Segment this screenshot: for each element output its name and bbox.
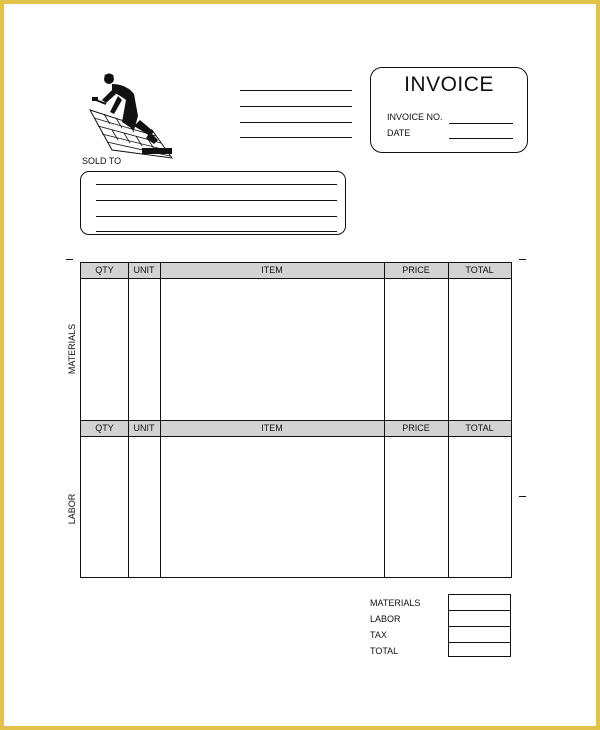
totals-materials-field[interactable] [449, 595, 510, 611]
sold-to-label: SOLD TO [82, 156, 122, 166]
column-header-price: PRICE [402, 265, 430, 275]
labor-section-label: LABOR [67, 493, 77, 525]
totals-total-field[interactable] [449, 643, 510, 658]
column-header-price: PRICE [402, 423, 430, 433]
header-line-3[interactable] [240, 122, 352, 123]
header-line-1[interactable] [240, 90, 352, 91]
column-header-qty: QTY [95, 265, 114, 275]
column-header-qty: QTY [95, 423, 114, 433]
column-divider [384, 263, 385, 577]
column-header-total: TOTAL [465, 265, 494, 275]
invoice-box [370, 67, 528, 153]
margin-tick [519, 259, 526, 260]
date-label: DATE [387, 128, 411, 138]
column-header-total: TOTAL [465, 423, 494, 433]
materials-header-row [81, 263, 511, 279]
sold-to-line-3[interactable] [96, 216, 337, 217]
margin-tick [66, 259, 73, 260]
date-field[interactable] [449, 138, 513, 139]
header-line-2[interactable] [240, 106, 352, 107]
column-header-unit: UNIT [133, 265, 155, 275]
totals-label-materials: MATERIALS [370, 598, 421, 608]
totals-label-total: TOTAL [370, 646, 399, 656]
column-divider [160, 263, 161, 577]
invoice-title: INVOICE [404, 73, 494, 96]
roofer-illustration-icon [82, 70, 176, 162]
header-line-4[interactable] [240, 137, 352, 138]
column-header-item: ITEM [261, 265, 283, 275]
totals-box [448, 594, 511, 657]
totals-labor-field[interactable] [449, 611, 510, 627]
column-divider [128, 263, 129, 577]
invoice-no-field[interactable] [449, 123, 513, 124]
totals-label-tax: TAX [370, 630, 387, 640]
materials-section-label: MATERIALS [67, 323, 77, 375]
column-divider [448, 263, 449, 577]
invoice-no-label: INVOICE NO. [387, 112, 443, 122]
labor-header-row [81, 420, 511, 437]
totals-label-labor: LABOR [370, 614, 401, 624]
sold-to-box [80, 171, 346, 235]
invoice-page [4, 4, 596, 726]
totals-tax-field[interactable] [449, 627, 510, 643]
sold-to-line-4[interactable] [96, 231, 337, 232]
line-items-table [80, 262, 512, 578]
sold-to-line-1[interactable] [96, 184, 337, 185]
column-header-unit: UNIT [133, 423, 155, 433]
column-header-item: ITEM [261, 423, 283, 433]
margin-tick [519, 496, 526, 497]
sold-to-line-2[interactable] [96, 200, 337, 201]
